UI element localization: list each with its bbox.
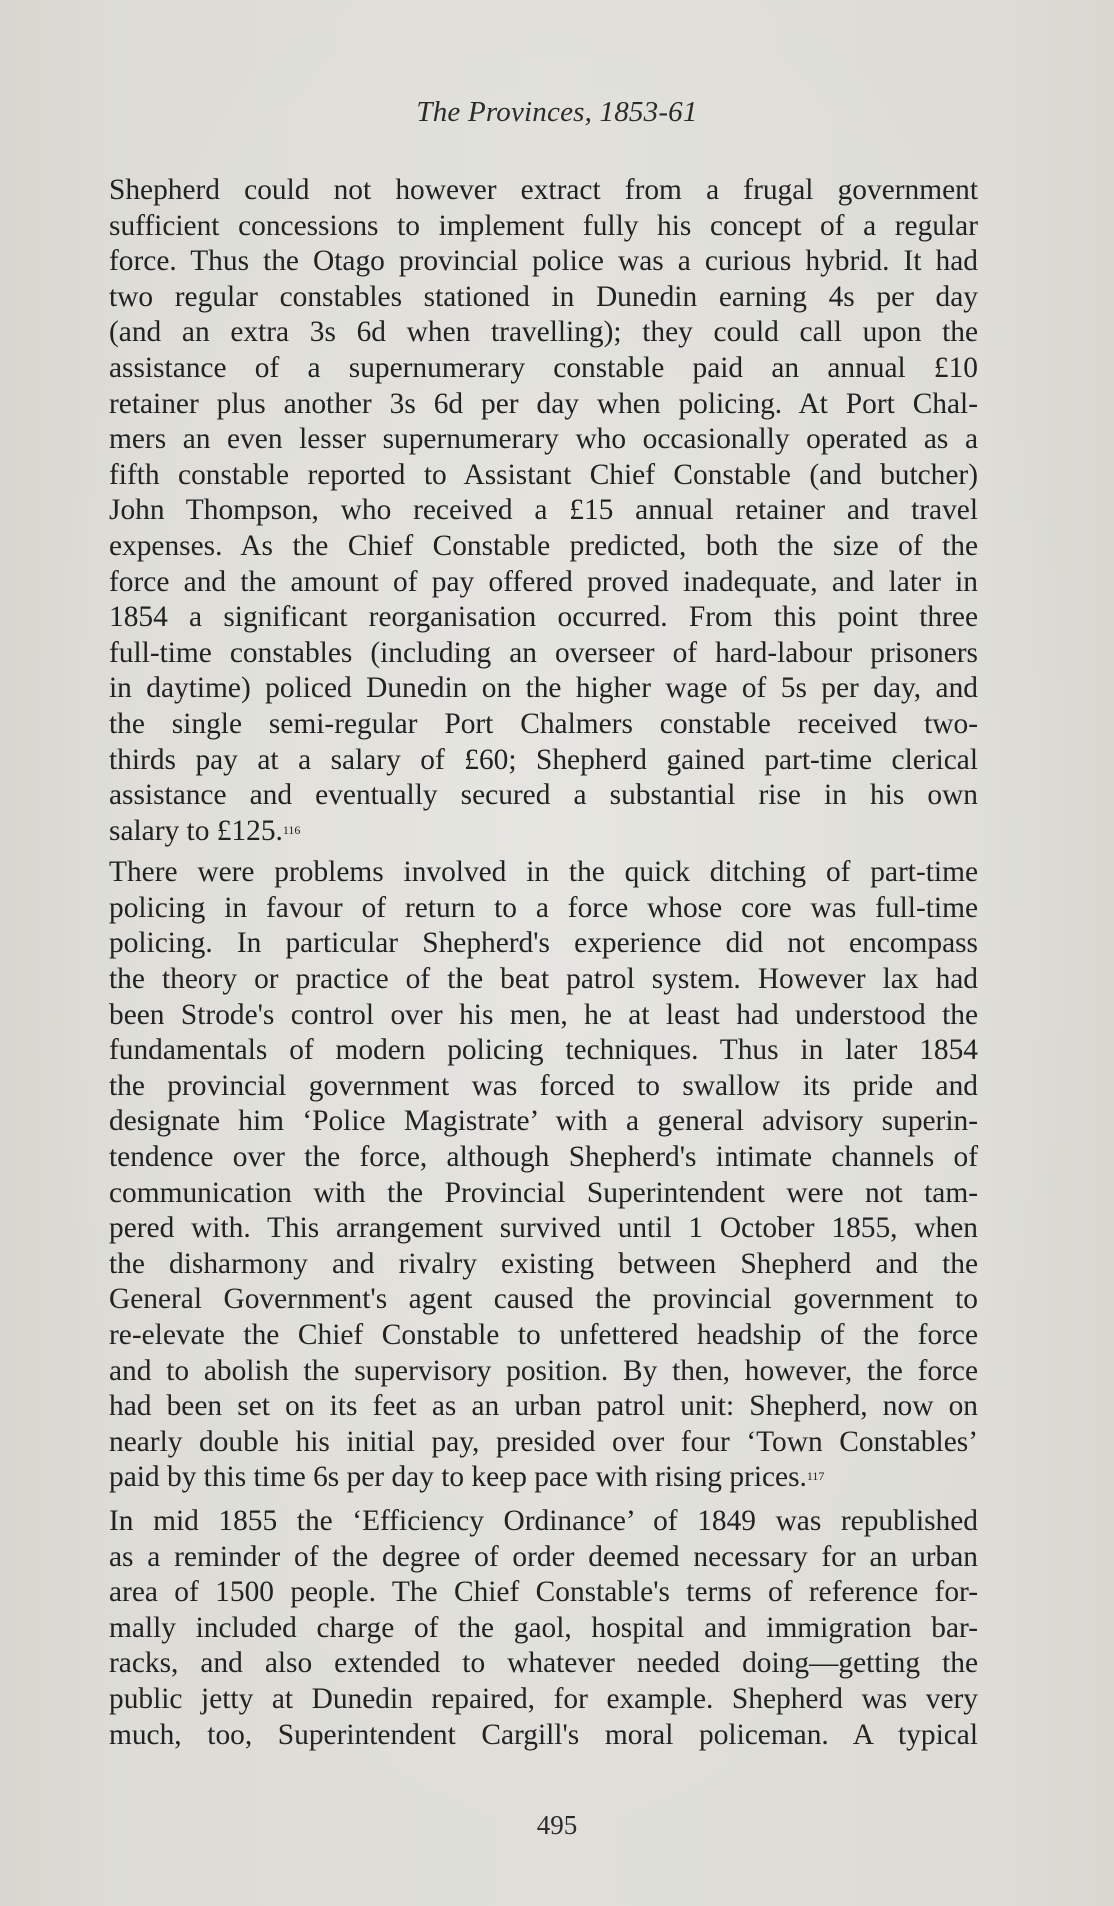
- text-line: and to abolish the supervisory position. By then, however, the force: [109, 1354, 978, 1387]
- text-line: [109, 1460, 978, 1496]
- text-line: designate him ‘Police Magistrate’ with a general advisory superin-: [109, 1105, 978, 1138]
- text-line: policing in favour of return to a force whose core was full-time: [109, 891, 978, 924]
- text-line: the disharmony and rivalry existing between Shepherd and the: [109, 1247, 978, 1280]
- text-line: the provincial government was forced to swallow its pride and: [109, 1069, 978, 1102]
- text-line: mers an even lesser supernumerary who occasionally operated as a: [109, 423, 978, 456]
- text-line: the theory or practice of the beat patrol system. However lax had: [109, 963, 978, 996]
- footnote-marker: 116: [282, 822, 301, 837]
- text-line: area of 1500 people. The Chief Constable's terms of reference for-: [109, 1576, 978, 1609]
- text-line: (and an extra 3s 6d when travelling); they could call upon the: [109, 316, 978, 349]
- text-line: public jetty at Dunedin repaired, for example. Shepherd was very: [109, 1682, 978, 1715]
- text-line: There were problems involved in the quick ditching of part-time: [109, 856, 978, 889]
- text-line: had been set on its feet as an urban patrol unit: Shepherd, now on: [109, 1390, 978, 1423]
- text-line: much, too, Superintendent Cargill's moral policeman. A typical: [109, 1718, 978, 1751]
- text-line: full-time constables (including an overseer of hard-labour prisoners: [109, 636, 978, 669]
- text-line: nearly double his initial pay, presided over four ‘Town Constables’: [109, 1425, 978, 1458]
- text-line: thirds pay at a salary of £60; Shepherd gained part-time clerical: [109, 743, 978, 776]
- text-line: [109, 814, 978, 850]
- text-line: re-elevate the Chief Constable to unfettered headship of the force: [109, 1319, 978, 1351]
- text-line: General Government's agent caused the provincial government to: [109, 1283, 978, 1316]
- text-line: fifth constable reported to Assistant Chief Constable (and butcher): [109, 458, 978, 491]
- text-line-content: salary to £125.: [109, 814, 283, 847]
- text-line: been Strode's control over his men, he at least had understood the: [109, 998, 978, 1031]
- text-line: John Thompson, who received a £15 annual retainer and travel: [109, 494, 978, 527]
- text-line: 1854 a significant reorganisation occurred. From this point three: [109, 601, 978, 634]
- text-line: two regular constables stationed in Dunedin earning 4s per day: [109, 280, 978, 313]
- text-line: in daytime) policed Dunedin on the higher wage of 5s per day, and: [109, 672, 978, 705]
- paragraph-3: [109, 1504, 978, 1753]
- footnote-marker: 117: [806, 1469, 825, 1484]
- text-line: assistance of a supernumerary constable paid an annual £10: [109, 351, 978, 384]
- body-text: [109, 173, 978, 1753]
- text-line: as a reminder of the degree of order deemed necessary for an urban: [109, 1540, 978, 1573]
- text-line: fundamentals of modern policing techniques. Thus in later 1854: [109, 1034, 978, 1067]
- text-line: communication with the Provincial Superintendent were not tam-: [109, 1176, 978, 1209]
- text-line: retainer plus another 3s 6d per day when policing. At Port Chal-: [109, 387, 978, 420]
- text-line: tendence over the force, although Shepherd's intimate channels of: [109, 1141, 978, 1174]
- text-line: Shepherd could not however extract from a frugal government: [109, 174, 978, 206]
- page-number: 495: [536, 1810, 578, 1840]
- text-line: force and the amount of pay offered proved inadequate, and later in: [109, 565, 978, 598]
- text-line: policing. In particular Shepherd's experience did not encompass: [109, 927, 978, 960]
- paragraph-1: [109, 173, 978, 849]
- text-line-content: paid by this time 6s per day to keep pace with rising prices.: [109, 1461, 807, 1494]
- text-line: pered with. This arrangement survived until 1 October 1855, when: [109, 1212, 978, 1245]
- text-line: force. Thus the Otago provincial police was a curious hybrid. It had: [109, 245, 978, 278]
- text-line: the single semi-regular Port Chalmers constable received two-: [109, 707, 978, 740]
- text-line: In mid 1855 the ‘Efficiency Ordinance’ of 1849 was republished: [109, 1504, 978, 1537]
- text-line: expenses. As the Chief Constable predicted, both the size of the: [109, 529, 978, 562]
- text-line: mally included charge of the gaol, hospital and immigration bar-: [109, 1611, 978, 1644]
- text-line: racks, and also extended to whatever needed doing—getting the: [109, 1647, 978, 1680]
- text-line: sufficient concessions to implement fully his concept of a regular: [109, 209, 978, 242]
- text-line: assistance and eventually secured a substantial rise in his own: [109, 779, 978, 812]
- paragraph-2: [109, 855, 978, 1496]
- running-head: The Provinces, 1853-61: [416, 96, 698, 128]
